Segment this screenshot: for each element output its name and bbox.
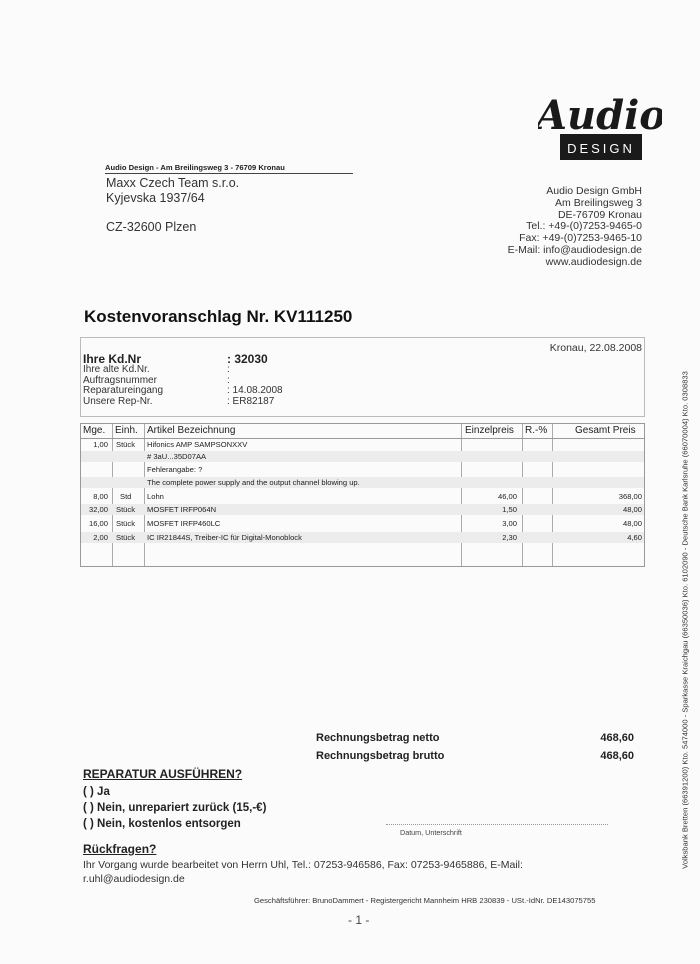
option-return-unrepaired[interactable]: ( ) Nein, unrepariert zurück (15,-€) [83, 802, 267, 814]
repair-heading: REPARATUR AUSFÜHREN? [83, 767, 243, 781]
header-unit-price: Einzelpreis [465, 425, 514, 436]
row-total: 368,00 [618, 492, 642, 501]
company-city: DE-76709 Kronau [557, 208, 642, 221]
gross-total-value: 468,60 [600, 750, 634, 762]
row-unit: Stück [116, 519, 135, 528]
header-qty: Mge. [83, 425, 106, 436]
row-unit-price: 1,50 [502, 505, 517, 514]
row-description: Lohn [147, 492, 164, 501]
company-logo [538, 72, 662, 164]
repair-number-label: Unsere Rep-Nr. [83, 395, 153, 407]
items-table [80, 423, 645, 567]
row-description: # 3aU...35D07AA [147, 452, 207, 461]
company-contact-block [508, 186, 642, 269]
recipient-city: CZ-32600 Plzen [106, 220, 197, 234]
table-row [81, 504, 644, 515]
net-total-value: 468,60 [600, 732, 634, 744]
company-name: Audio Design GmbH [546, 185, 642, 197]
net-total-label: Rechnungsbetrag netto [316, 732, 440, 744]
table-row [81, 439, 644, 450]
recipient-street: Kyjevska 1937/64 [106, 191, 205, 205]
footer-legal: Geschäftsführer: BrunoDammert - Registergericht Mannheim HRB 230839 - USt.-IdNr. DE143075755 [254, 896, 596, 905]
document-date: Kronau, 22.08.2008 [549, 342, 642, 354]
row-unit-price: 2,30 [502, 533, 517, 542]
table-row [81, 532, 644, 543]
table-row [81, 477, 644, 488]
customer-number-label: Ihre Kd.Nr [83, 352, 142, 366]
row-unit: Std [120, 492, 132, 501]
signature-label: Datum, Unterschrift [400, 828, 462, 837]
table-row [81, 451, 644, 462]
row-description: IC IR21844S, Treiber-IC für Digital-Monoblock [147, 533, 302, 542]
row-qty: 8,00 [93, 492, 108, 501]
row-unit: Stück [116, 505, 135, 514]
repair-receipt-value: : 14.08.2008 [227, 385, 283, 396]
bank-details-text: Volksbank Bretten (66391200) Kto. 5474000 - Sparkasse Kraichgau (66350036) Kto. 6102090 - Deutsche Bank Karlsruhe (66070004) Kto. 0308833 [680, 371, 690, 869]
info-labels [83, 365, 163, 407]
row-total: 48,00 [622, 519, 642, 528]
row-unit-price: 46,00 [497, 492, 517, 501]
company-web: www.audiodesign.de [545, 255, 642, 268]
recipient-address [106, 176, 239, 235]
logo-script-text: Audio [538, 92, 662, 139]
header-unit: Einh. [115, 425, 138, 436]
gross-total-label: Rechnungsbetrag brutto [316, 750, 445, 762]
recipient-name: Maxx Czech Team s.r.o. [106, 176, 240, 190]
row-qty: 1,00 [93, 440, 108, 449]
page-number: - 1 - [348, 913, 370, 927]
company-tel: Tel.: +49-(0)7253-9465-0 [526, 220, 642, 233]
table-row [81, 464, 644, 475]
row-total: 4,60 [627, 533, 642, 542]
table-row [81, 491, 644, 502]
header-description: Artikel Bezeichnung [147, 425, 236, 436]
table-row [81, 518, 644, 529]
sender-address-line: Audio Design - Am Breilingsweg 3 - 76709 Kronau [105, 163, 353, 174]
company-fax: Fax: +49-(0)7253-9465-10 [519, 232, 642, 245]
row-unit-price: 3,00 [502, 519, 517, 528]
questions-text: Ihr Vorgang wurde bearbeitet von Herrn Uhl, Tel.: 07253-946586, Fax: 07253-9465886, E-Mail: r.uhl@audiodesign.de [83, 859, 523, 885]
option-yes[interactable]: ( ) Ja [83, 786, 110, 798]
header-discount: R.-% [525, 425, 548, 436]
signature-line[interactable] [386, 824, 608, 825]
company-street: Am Breilingsweg 3 [555, 196, 642, 209]
info-values [227, 365, 283, 407]
old-customer-number-label: Ihre alte Kd.Nr. [83, 364, 150, 375]
row-qty: 32,00 [88, 505, 108, 514]
option-dispose[interactable]: ( ) Nein, kostenlos entsorgen [83, 818, 241, 830]
header-total: Gesamt Preis [575, 425, 636, 436]
row-qty: 16,00 [88, 519, 108, 528]
row-unit: Stück [116, 440, 135, 449]
company-email: E-Mail: info@audiodesign.de [507, 243, 642, 256]
row-description: Hifonics AMP SAMPSONXXV [147, 440, 248, 449]
row-total: 48,00 [622, 505, 642, 514]
row-description: MOSFET IRFP460LC [147, 519, 221, 528]
old-customer-number-value: : [227, 364, 230, 375]
questions-heading: Rückfragen? [83, 842, 157, 856]
row-description: Fehlerangabe: ? [147, 465, 203, 474]
row-description: The complete power supply and the output channel blowing up. [147, 478, 360, 487]
row-qty: 2,00 [93, 533, 108, 542]
order-number-label: Auftragsnummer [83, 374, 157, 386]
table-header [81, 424, 644, 439]
row-description: MOSFET IRFP064N [147, 505, 217, 514]
customer-number-value: : 32030 [227, 352, 268, 366]
repair-receipt-label: Reparatureingang [83, 385, 164, 396]
order-number-value: : [227, 374, 230, 386]
logo-word-text: DESIGN [567, 141, 635, 156]
row-unit: Stück [116, 533, 135, 542]
repair-number-value: : ER82187 [227, 395, 275, 407]
document-title: Kostenvoranschlag Nr. KV111250 [84, 307, 353, 326]
